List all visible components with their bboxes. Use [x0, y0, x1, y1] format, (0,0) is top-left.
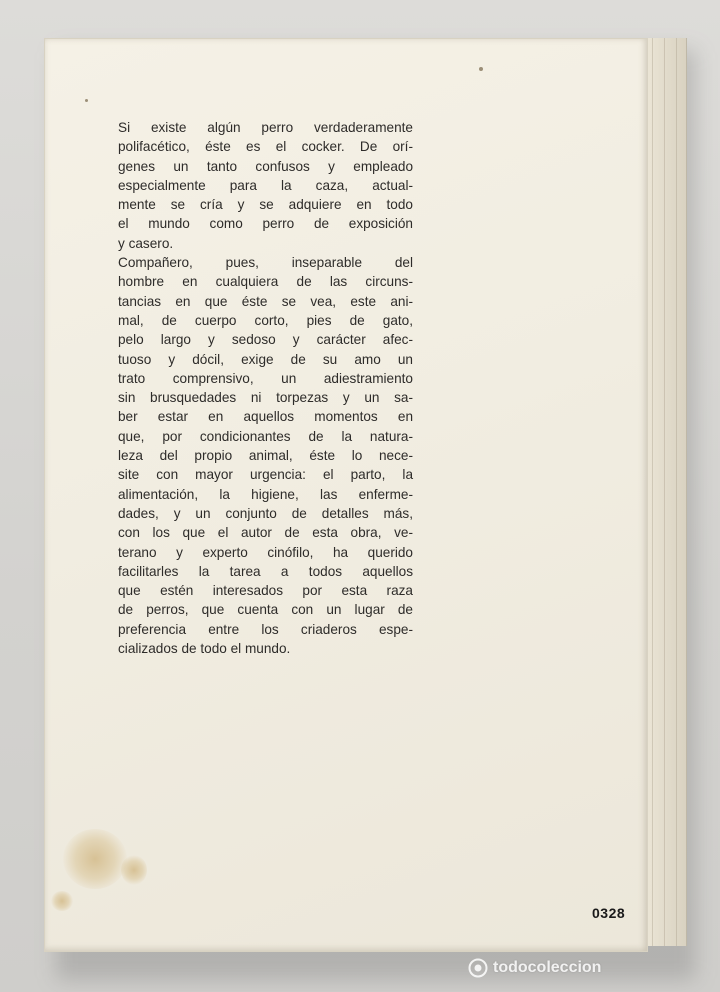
blurb-line: el mundo como perro de exposición	[118, 216, 413, 232]
blurb-line: mente se cría y se adquiere en todo	[118, 197, 413, 213]
speck-mark	[85, 99, 88, 102]
watermark-text: todocoleccion	[493, 959, 602, 976]
blurb-line: y casero.	[118, 235, 174, 251]
watermark	[468, 958, 601, 978]
stain-mark	[121, 855, 147, 885]
watermark-logo-icon	[468, 958, 488, 978]
blurb-line: que estén interesados por esta raza	[118, 583, 413, 599]
blurb-line: ber estar en aquellos momentos en	[118, 409, 413, 425]
stain-mark	[63, 829, 127, 889]
blurb-line: tancias en que éste se vea, este ani-	[118, 293, 413, 309]
blurb-line: genes un tanto confusos y empleado	[118, 158, 413, 174]
blurb-line: preferencia entre los criaderos espe-	[118, 621, 413, 637]
blurb-line: polifacético, éste es el cocker. De orí-	[118, 139, 413, 155]
blurb-line: site con mayor urgencia: el parto, la	[118, 467, 413, 483]
blurb-line: tuoso y dócil, exige de su amo un	[118, 351, 413, 367]
blurb-line: Si existe algún perro verdaderamente	[118, 120, 413, 135]
stain-mark	[51, 891, 73, 911]
blurb-line: que, por condicionantes de la natura-	[118, 428, 413, 444]
blurb-line: de perros, que cuenta con un lugar de	[118, 602, 413, 618]
blurb-text	[118, 118, 413, 658]
catalog-code: 0328	[592, 905, 626, 921]
blurb-line: especialmente para la caza, actual-	[118, 177, 413, 193]
blurb-line: pelo largo y sedoso y carácter afec-	[118, 332, 413, 348]
blurb-line: dades, y un conjunto de detalles más,	[118, 505, 413, 521]
blurb-line: hombre en cualquiera de las circuns-	[118, 274, 413, 290]
page-line	[652, 38, 653, 946]
blurb-line: terano y experto cinófilo, ha querido	[118, 544, 413, 560]
blurb-line: mal, de cuerpo corto, pies de gato,	[118, 312, 413, 328]
blurb-line: leza del propio animal, éste lo nece-	[118, 448, 413, 464]
blurb-line: facilitarles la tarea a todos aquellos	[118, 563, 413, 579]
blurb-line: trato comprensivo, un adiestramiento	[118, 370, 413, 386]
page-line	[664, 38, 665, 946]
blurb-line: cializados de todo el mundo.	[118, 641, 291, 657]
blurb-line: con los que el autor de esta obra, ve-	[118, 525, 413, 541]
blurb-line: sin brusquedades ni torpezas y un sa-	[118, 390, 413, 406]
blurb-line: Compañero, pues, inseparable del	[118, 255, 413, 271]
speck-mark	[479, 67, 483, 71]
page-line	[676, 38, 677, 946]
blurb-line: alimentación, la higiene, las enferme-	[118, 486, 413, 502]
